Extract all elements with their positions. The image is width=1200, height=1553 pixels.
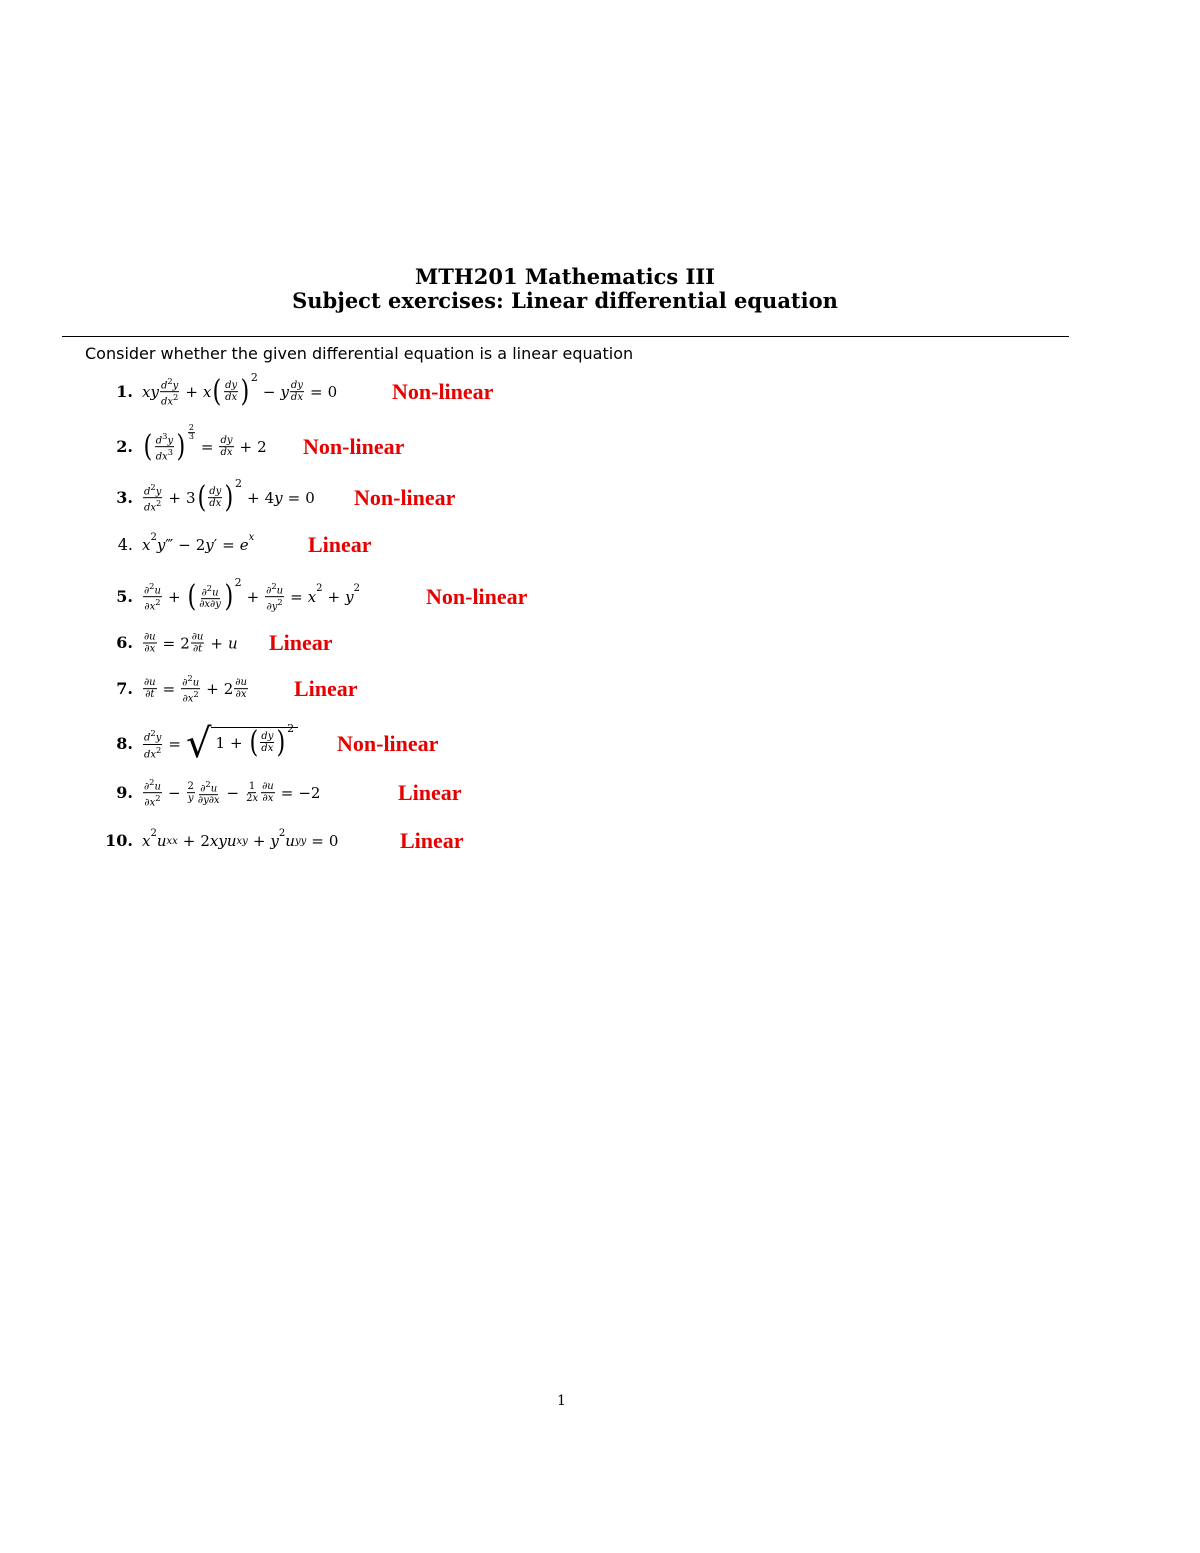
horizontal-rule xyxy=(62,336,1069,337)
answer-label: Linear xyxy=(400,828,464,853)
equation: xy $\frac{d^2y}{dx^2}$ + x ( $\frac{dy}{dx}$ ) 2 − y $\frac{dy}{dx}$ = 0 xyxy=(142,371,338,409)
equation: $\frac{d^2y}{dx^2}$ = √ 1 + ( $\frac{dy}{dx}$ ) 2 xyxy=(142,724,298,764)
equation: ( $\frac{d^3y}{dx^3}$ ) $\frac{2}{3}$ = $\frac{dy}{dx}$ + 2 xyxy=(143,423,267,464)
problem-number: 10. xyxy=(105,831,133,850)
equation: $\frac{\partial^2u}{\partial x^2}$ + ( $\frac{\partial^2u}{\partial x\partial y}$ ) 2 + $\frac{\partial^2u}{\partial y^2}$ = x 2 + y 2 xyxy=(144,576,360,614)
equation: $\frac{\partial u}{\partial t}$ = $\frac{\partial^2u}{\partial x^2}$ + 2 $\frac{\partial u}{\partial x}$ xyxy=(144,673,247,705)
equation: $\frac{\partial^2u}{\partial x^2}$ − $\frac{2}{y}$ $\frac{\partial^2u}{\partial y\partial x}$ − $\frac{1}{2x}$ $\frac{\partial u}{\partial x}$ = −2 xyxy=(144,777,321,809)
answer-label: Non-linear xyxy=(354,485,456,510)
answer-label: Linear xyxy=(308,532,372,557)
answer-label: Non-linear xyxy=(392,379,494,404)
problem-number: 3. xyxy=(116,488,133,507)
page-subtitle: Subject exercises: Linear differential equation xyxy=(292,288,838,313)
answer-label: Linear xyxy=(398,780,462,805)
page-title: MTH201 Mathematics III xyxy=(415,264,715,289)
instruction-text: Consider whether the given differential equation is a linear equation xyxy=(85,344,634,363)
answer-label: Non-linear xyxy=(426,584,528,609)
equation: $\frac{d^2y}{dx^2}$ + 3 ( $\frac{dy}{dx}$ ) 2 + 4 y = 0 xyxy=(144,477,315,515)
problem-number: 5. xyxy=(116,587,133,606)
answer-label: Linear xyxy=(269,630,333,655)
equation: x 2 y ‴ − 2 y ′ = e x xyxy=(142,531,255,554)
problem-number: 6. xyxy=(116,633,133,652)
problem-number: 2. xyxy=(116,437,133,456)
problem-number: 7. xyxy=(116,679,133,698)
equation: x 2 u xx + 2 xyu xy + y 2 u yy = 0 xyxy=(142,827,339,850)
answer-label: Non-linear xyxy=(303,434,405,459)
problem-number: 8. xyxy=(116,734,133,753)
problem-number: 4. xyxy=(117,535,133,554)
page-number: 1 xyxy=(557,1393,566,1409)
answer-label: Non-linear xyxy=(337,731,439,756)
equation: $\frac{\partial u}{\partial x}$ = 2 $\frac{\partial u}{\partial t}$ + u xyxy=(144,631,238,655)
problem-number: 1. xyxy=(116,382,133,401)
problem-number: 9. xyxy=(116,783,133,802)
answer-label: Linear xyxy=(294,676,358,701)
